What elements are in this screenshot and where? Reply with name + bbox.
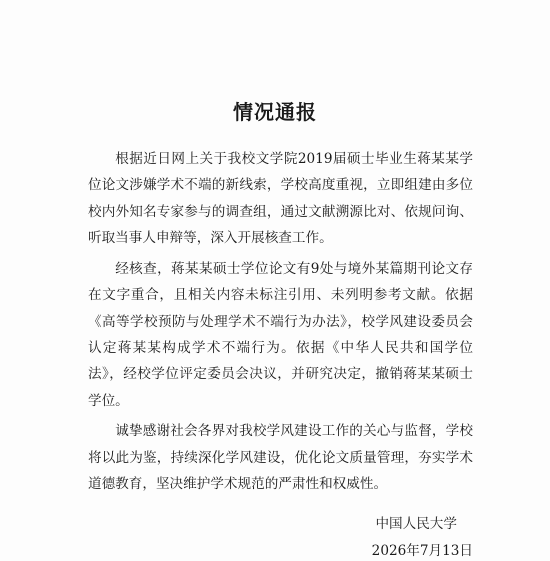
paragraph-acknowledgement: 诚挚感谢社会各界对我校学风建设工作的关心与监督，学校将以此为鉴，持续深化学风建设，优化论文质量管理，夯实学术道德教育，坚决维护学术规范的严肃性和权威性。 [88, 423, 473, 493]
document-body [88, 146, 473, 502]
document-title: 情况通报 [233, 100, 317, 124]
paragraph-background: 根据近日网上关于我校文学院2019届硕士毕业生蒋某某学位论文涉嫌学术不端的新线索，学校高度重视，立即组建由多位校内外知名专家参与的调查组，通过文献溯源比对、依规问询、听取当事人申辩等，深入开展核查工作。 [88, 151, 473, 247]
paragraph-findings: 经核查，蒋某某硕士学位论文有9处与境外某篇期刊论文存在文字重合，且相关内容未标注引用、未列明参考文献。依据《高等学校预防与处理学术不端行为办法》，校学风建设委员会认定蒋某某构成学术不端行为。依据《中华人民共和国学位法》，经校学位评定委员会决议，并研究决定，撤销蒋某某硕士学位。 [88, 260, 473, 409]
signature-organization: 中国人民大学 [375, 516, 457, 532]
signature-date: 2026年7月13日 [371, 543, 473, 559]
